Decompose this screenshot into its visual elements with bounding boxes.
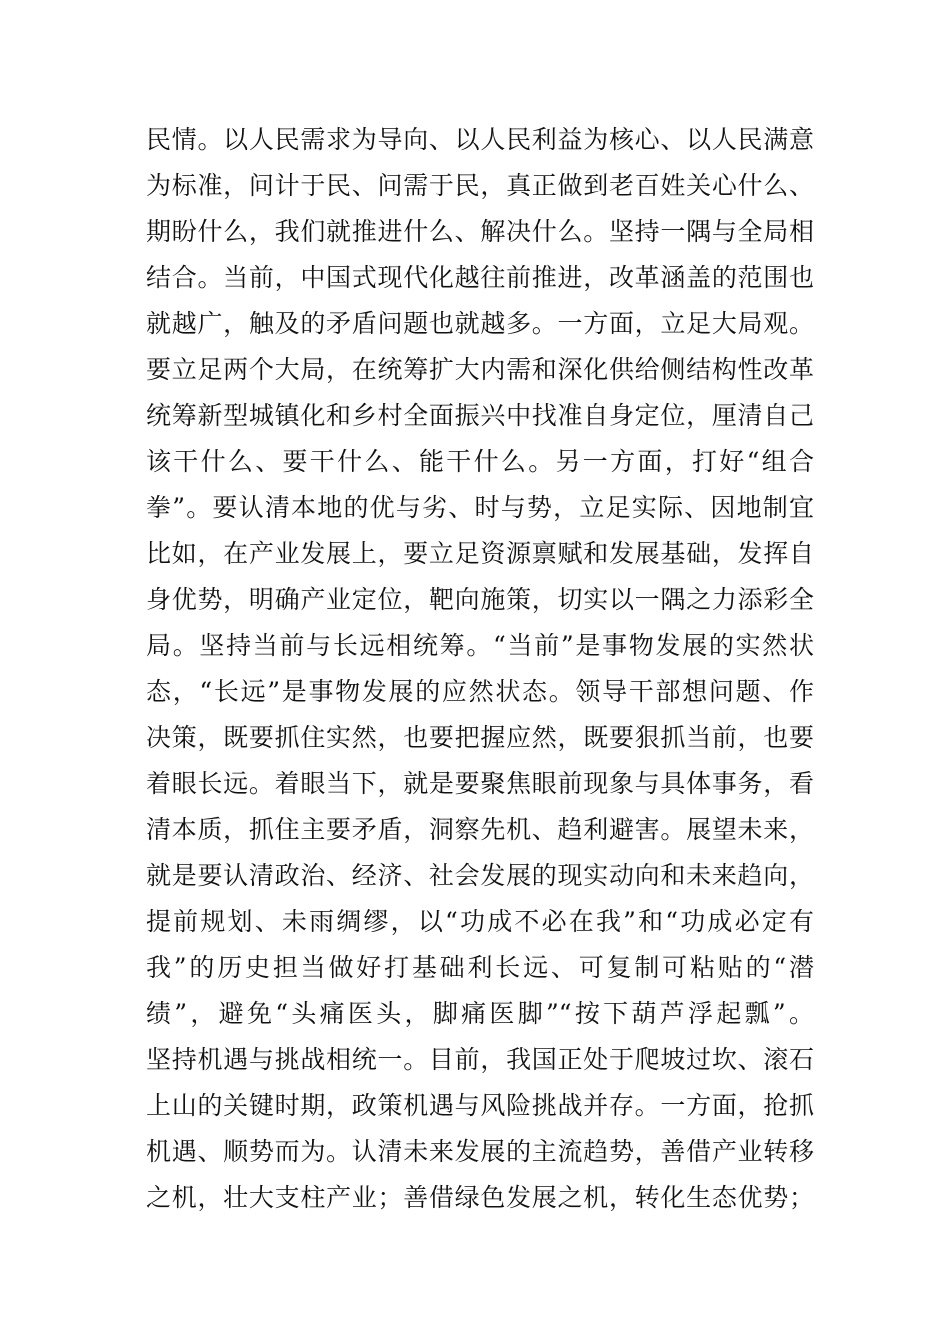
- text-line: 绩”，避免“头痛医头，脚痛医脚”“按下葫芦浮起瓢”。: [146, 999, 814, 1028]
- text-line: 为标准，问计于民、问需于民，真正做到老百姓关心什么、: [146, 171, 814, 200]
- text-line: 要立足两个大局，在统筹扩大内需和深化供给侧结构性改革: [146, 355, 814, 384]
- text-line: 坚持机遇与挑战相统一。目前，我国正处于爬坡过坎、滚石: [146, 1045, 814, 1074]
- text-line: 提前规划、未雨绸缪，以“功成不必在我”和“功成必定有: [146, 907, 814, 936]
- text-line: 身优势，明确产业定位，靶向施策，切实以一隅之力添彩全: [146, 585, 814, 614]
- text-line: 民情。以人民需求为导向、以人民利益为核心、以人民满意: [146, 125, 814, 154]
- text-line: 就是要认清政治、经济、社会发展的现实动向和未来趋向，: [146, 861, 814, 890]
- text-line: 期盼什么，我们就推进什么、解决什么。坚持一隅与全局相: [146, 217, 814, 246]
- text-line: 清本质，抓住主要矛盾，洞察先机、趋利避害。展望未来，: [146, 815, 814, 844]
- text-line: 决策，既要抓住实然，也要把握应然，既要狠抓当前，也要: [146, 723, 814, 752]
- text-line: 就越广，触及的矛盾问题也就越多。一方面，立足大局观。: [146, 309, 814, 338]
- text-line: 拳”。要认清本地的优与劣、时与势，立足实际、因地制宜: [146, 493, 814, 522]
- text-line: 上山的关键时期，政策机遇与风险挑战并存。一方面，抢抓: [146, 1091, 814, 1120]
- text-line: 该干什么、要干什么、能干什么。另一方面，打好“组合: [146, 447, 814, 476]
- body-text: [146, 117, 814, 1221]
- text-line: 之机，壮大支柱产业；善借绿色发展之机，转化生态优势；: [146, 1183, 814, 1212]
- text-line: 统筹新型城镇化和乡村全面振兴中找准自身定位，厘清自己: [146, 401, 814, 430]
- text-line: 着眼长远。着眼当下，就是要聚焦眼前现象与具体事务，看: [146, 769, 814, 798]
- text-line: 比如，在产业发展上，要立足资源禀赋和发展基础，发挥自: [146, 539, 814, 568]
- text-line: 机遇、顺势而为。认清未来发展的主流趋势，善借产业转移: [146, 1137, 814, 1166]
- text-line: 态，“长远”是事物发展的应然状态。领导干部想问题、作: [146, 677, 814, 706]
- text-line: 我”的历史担当做好打基础利长远、可复制可粘贴的“潜: [146, 953, 814, 982]
- text-line: 结合。当前，中国式现代化越往前推进，改革涵盖的范围也: [146, 263, 814, 292]
- text-line: 局。坚持当前与长远相统筹。“当前”是事物发展的实然状: [146, 631, 814, 660]
